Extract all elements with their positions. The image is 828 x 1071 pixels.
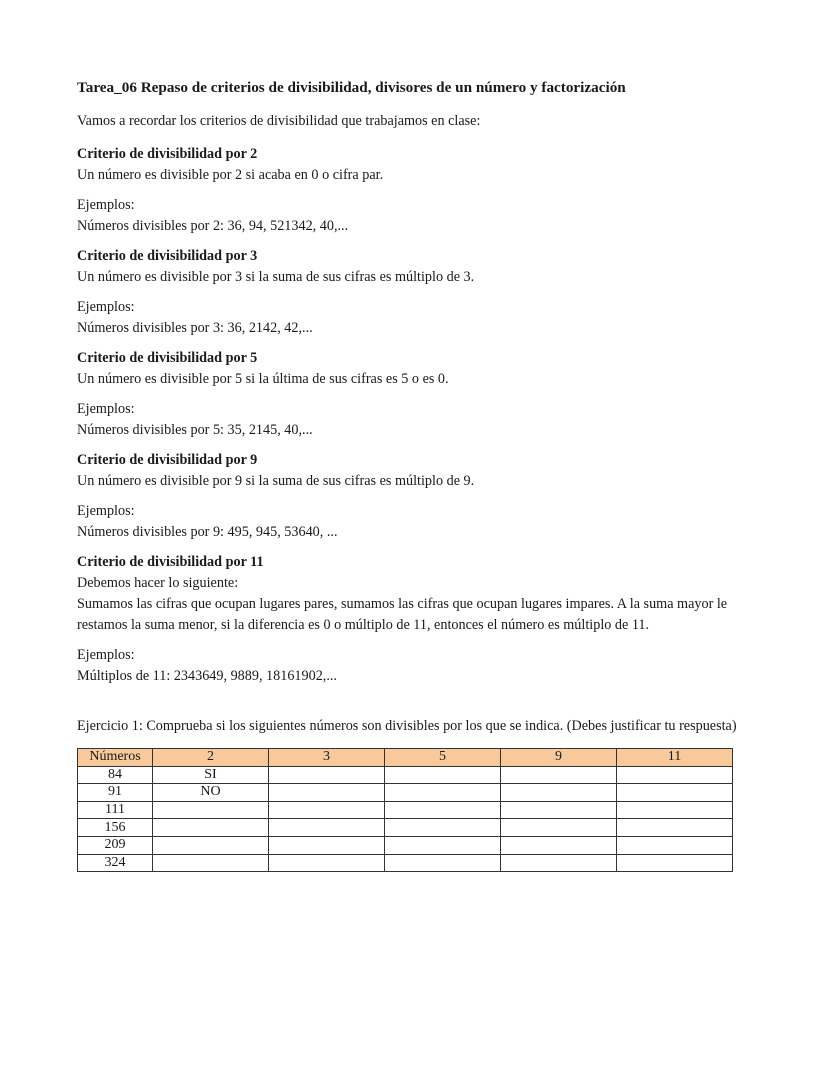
table-row (78, 801, 733, 819)
table-cell (385, 784, 501, 802)
page-title: Tarea_06 Repaso de criterios de divisibilidad, divisores de un número y factorización (77, 79, 626, 96)
table-cell (501, 819, 617, 837)
table-cell: 324 (78, 854, 153, 872)
section-div-5 (77, 348, 749, 441)
examples-text: Números divisibles por 2: 36, 94, 521342, 40,... (77, 218, 349, 234)
section-heading: Criterio de divisibilidad por 11 (77, 554, 264, 570)
table-cell (385, 819, 501, 837)
table-cell (269, 784, 385, 802)
table-cell (385, 766, 501, 784)
table-cell (153, 836, 269, 854)
table-cell (153, 854, 269, 872)
table-cell (617, 801, 733, 819)
table-header-cell: 5 (385, 749, 501, 767)
section-div-2 (77, 144, 749, 237)
section-rule: Un número es divisible por 3 si la suma de sus cifras es múltiplo de 3. (77, 269, 475, 285)
divisibility-table (77, 748, 733, 872)
table-row (78, 819, 733, 837)
table-cell (617, 766, 733, 784)
table-cell: 156 (78, 819, 153, 837)
examples-label: Ejemplos: (77, 401, 135, 417)
table-cell (617, 819, 733, 837)
table-cell (153, 819, 269, 837)
table-cell (501, 801, 617, 819)
table-cell (501, 766, 617, 784)
table-header-cell: 11 (617, 749, 733, 767)
exercise-prompt: Ejercicio 1: Comprueba si los siguientes números son divisibles por los que se indica. (Debes justificar tu respuesta) (77, 718, 737, 734)
section-rule: Un número es divisible por 5 si la última de sus cifras es 5 o es 0. (77, 371, 449, 387)
table-cell: 209 (78, 836, 153, 854)
table-row (78, 854, 733, 872)
intro-text: Vamos a recordar los criterios de divisibilidad que trabajamos en clase: (77, 113, 481, 129)
table-header-cell: 2 (153, 749, 269, 767)
table-cell (617, 854, 733, 872)
examples-label: Ejemplos: (77, 503, 135, 519)
examples-text: Números divisibles por 9: 495, 945, 53640, ... (77, 524, 338, 540)
table-row (78, 836, 733, 854)
table-cell: NO (153, 784, 269, 802)
examples-label: Ejemplos: (77, 299, 135, 315)
table-header-cell: 9 (501, 749, 617, 767)
examples-text: Números divisibles por 5: 35, 2145, 40,... (77, 422, 313, 438)
table-cell: 111 (78, 801, 153, 819)
table-header-cell: 3 (269, 749, 385, 767)
examples-label: Ejemplos: (77, 647, 135, 663)
table-cell (385, 836, 501, 854)
table-cell (501, 836, 617, 854)
table-cell (269, 836, 385, 854)
table-cell (269, 801, 385, 819)
section-heading: Criterio de divisibilidad por 9 (77, 452, 258, 468)
table-cell: 91 (78, 784, 153, 802)
table-header-cell: Números (78, 749, 153, 767)
table-cell (617, 836, 733, 854)
table-cell: 84 (78, 766, 153, 784)
table-cell (617, 784, 733, 802)
section-rule: Un número es divisible por 2 si acaba en 0 o cifra par. (77, 167, 384, 183)
table-cell (153, 801, 269, 819)
document-page (77, 77, 749, 872)
table-row (78, 784, 733, 802)
examples-text: Múltiplos de 11: 2343649, 9889, 18161902,... (77, 668, 337, 684)
section-div-9 (77, 450, 749, 543)
table-header-row (78, 749, 733, 767)
section-rule: Sumamos las cifras que ocupan lugares pares, sumamos las cifras que ocupan lugares impares. A la suma mayor le restamos la suma menor, si la diferencia es 0 o múltiplo de 11, entonces el número es múltiplo de 11. (77, 596, 728, 633)
section-rule: Un número es divisible por 9 si la suma de sus cifras es múltiplo de 9. (77, 473, 475, 489)
table-cell (269, 819, 385, 837)
table-cell (385, 854, 501, 872)
section-heading: Criterio de divisibilidad por 3 (77, 248, 258, 264)
section-div-3 (77, 246, 749, 339)
section-div-11 (77, 552, 749, 687)
section-heading: Criterio de divisibilidad por 5 (77, 350, 258, 366)
examples-label: Ejemplos: (77, 197, 135, 213)
section-rule-intro: Debemos hacer lo siguiente: (77, 575, 239, 591)
table-cell: SI (153, 766, 269, 784)
table-row (78, 766, 733, 784)
table-cell (501, 784, 617, 802)
table-cell (269, 766, 385, 784)
section-heading: Criterio de divisibilidad por 2 (77, 146, 258, 162)
table-cell (269, 854, 385, 872)
table-cell (501, 854, 617, 872)
table-cell (385, 801, 501, 819)
examples-text: Números divisibles por 3: 36, 2142, 42,... (77, 320, 313, 336)
